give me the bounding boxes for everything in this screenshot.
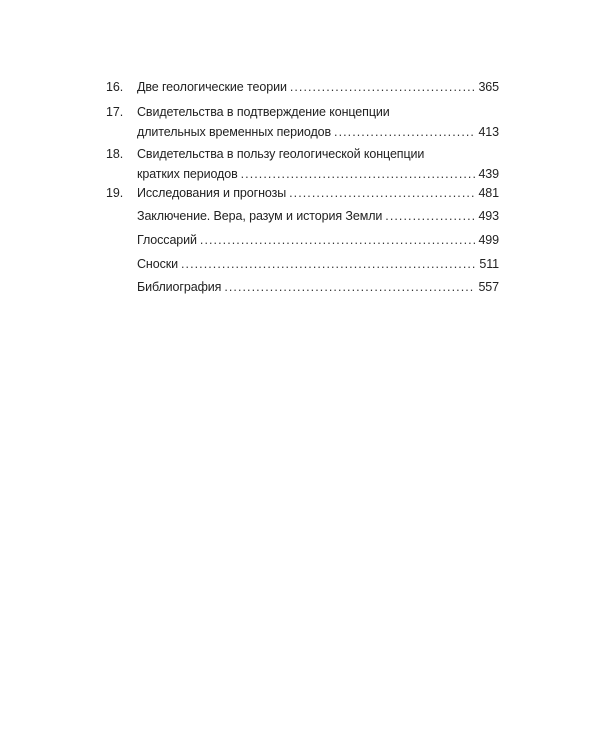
toc-entry-body: [137, 77, 499, 97]
toc-entry-body: [137, 144, 499, 184]
toc-leader-dots: [385, 206, 475, 226]
toc-entry-line: [137, 277, 499, 297]
toc-leader-dots: [289, 183, 475, 203]
toc-leader-dots: [181, 254, 476, 274]
toc-entry-page: 439: [478, 167, 499, 181]
toc-leader-dots: [290, 77, 476, 97]
toc-entry-line: [137, 122, 499, 142]
toc-leader-dots: [224, 277, 475, 297]
toc-entry-line: [137, 183, 499, 203]
toc-entry-number: 16.: [106, 80, 124, 94]
toc-entry-body: [137, 206, 499, 226]
toc-entry-line: [137, 230, 499, 250]
toc-entry-title: длительных временных периодов: [137, 125, 332, 139]
toc-entry-body: [137, 254, 499, 274]
toc-entry-title: Сноски: [137, 257, 178, 271]
toc-entry-body: [137, 183, 499, 203]
toc-entry-title: Заключение. Вера, разум и история Земли: [137, 209, 383, 223]
toc-entry-title: Две геологические теории: [137, 80, 287, 94]
toc-entry-title: Исследования и прогнозы: [137, 186, 287, 200]
toc-entry-line: [137, 164, 499, 184]
toc-entry-page: 557: [478, 280, 499, 294]
toc-entry-body: [137, 230, 499, 250]
toc-leader-dots: [334, 122, 475, 142]
toc-entry-body: [137, 277, 499, 297]
toc-entry-title: кратких периодов: [137, 167, 238, 181]
toc-entry-page: 413: [478, 125, 499, 139]
toc-entry-title: Библиография: [137, 280, 222, 294]
toc-entry-page: 499: [478, 233, 499, 247]
toc-entry-line: [137, 206, 499, 226]
toc-entry-number: 18.: [106, 147, 124, 161]
toc-entry-title-line1: Свидетельства в пользу геологической концепции: [137, 147, 425, 161]
toc-entry-title: Глоссарий: [137, 233, 197, 247]
toc-entry-body: [137, 102, 499, 142]
toc-entry-page: 365: [478, 80, 499, 94]
toc-entry-page: 481: [478, 186, 499, 200]
toc-leader-dots: [200, 230, 476, 250]
toc-entry-number: 19.: [106, 186, 124, 200]
toc-entry-page: 511: [479, 257, 499, 271]
toc-entry-line: [137, 254, 499, 274]
toc-leader-dots: [241, 164, 476, 184]
toc-entry-title-line1: Свидетельства в подтверждение концепции: [137, 105, 390, 119]
toc-entry-page: 493: [478, 209, 499, 223]
toc-entry-line: [137, 77, 499, 97]
toc-entry-number: 17.: [106, 105, 124, 119]
